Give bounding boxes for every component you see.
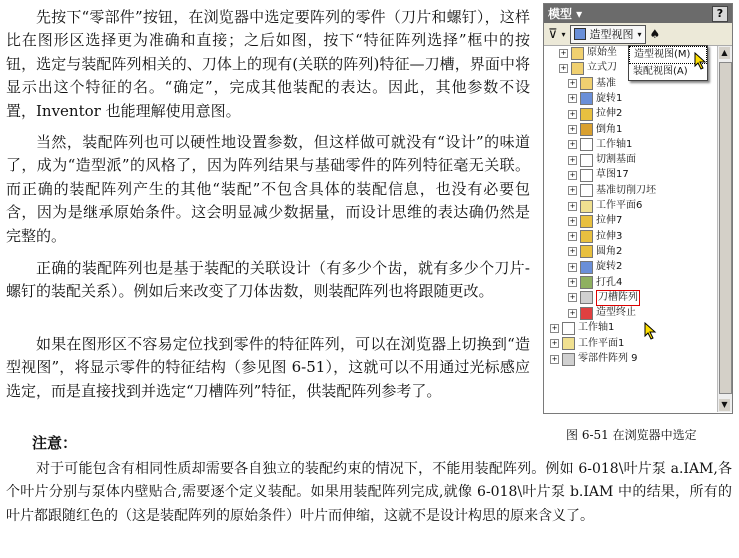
work-axis-icon xyxy=(580,138,593,151)
tree-node[interactable] xyxy=(568,214,622,228)
mouse-cursor-icon xyxy=(694,52,708,70)
help-button[interactable]: ? xyxy=(712,6,728,22)
tree-node-label: 刀槽阵列 xyxy=(596,290,640,306)
tree-node-label: 工作轴1 xyxy=(596,138,633,150)
tree-node[interactable] xyxy=(568,92,622,106)
browser-scrollbar[interactable] xyxy=(717,46,732,412)
expand-icon[interactable]: + xyxy=(569,140,576,149)
hole-icon xyxy=(580,276,593,289)
tree-node-label: 拉伸7 xyxy=(596,215,623,227)
expand-icon[interactable]: + xyxy=(569,216,576,225)
extrude-icon xyxy=(580,230,593,243)
sketch-icon xyxy=(580,154,593,167)
pattern-icon xyxy=(580,291,593,304)
note-label: 注意： xyxy=(32,434,78,452)
tree-node[interactable] xyxy=(568,77,616,91)
extrude-icon xyxy=(580,215,593,228)
paragraph-2: 当然，装配阵列也可以硬性地设置参数，但这样做可就没有“设计”的味道了，成为“造型派”的风格了，因为阵列结果与基础零件的阵列特征毫无关联。而正确的装配阵列产生的其他“装配”不包含具体的装配信息，也没有必要包含，因为是继承原始条件。这会明显减少数据量，而设计思维的表达确仍然是完整的。 xyxy=(6,133,530,245)
tree-node[interactable] xyxy=(568,260,622,274)
work-plane-icon xyxy=(580,200,593,213)
tree-node-label: 工作平面1 xyxy=(578,337,625,349)
view-icon xyxy=(574,28,586,40)
revolve-icon xyxy=(580,261,593,274)
expand-icon[interactable]: + xyxy=(569,170,576,179)
filter-dropdown-icon[interactable]: ▾ xyxy=(561,29,566,39)
tree-node[interactable] xyxy=(568,107,622,121)
tree-node-label: 原始坐 xyxy=(587,47,617,58)
scroll-down-icon[interactable]: ▼ xyxy=(719,399,730,411)
find-icon[interactable]: ♠ xyxy=(649,27,661,41)
expand-icon[interactable]: + xyxy=(551,354,558,363)
tree-node[interactable] xyxy=(568,245,622,259)
tree-node-label: 拉伸2 xyxy=(596,108,623,120)
tree-node-label: 基准切削刀坯 xyxy=(596,184,656,196)
tree-node-label: 基准 xyxy=(596,77,616,89)
expand-icon[interactable]: + xyxy=(569,186,576,195)
tree-node[interactable] xyxy=(550,321,614,335)
tree-node-label: 倒角1 xyxy=(596,123,623,135)
chamfer-icon xyxy=(580,123,593,136)
sketch-icon xyxy=(580,184,593,197)
tree-node-label: 旋转2 xyxy=(596,261,623,273)
mouse-cursor-icon xyxy=(644,322,658,340)
chevron-down-icon: ▾ xyxy=(637,29,642,39)
end-of-part-icon xyxy=(580,307,593,320)
tree-node[interactable] xyxy=(568,276,622,290)
menu-item-assembly-view[interactable]: 装配视图(A) xyxy=(633,66,688,77)
browser-title[interactable]: 模型 ▾ xyxy=(548,7,583,21)
tree-node-label: 立式刀 xyxy=(587,62,617,74)
view-dropdown-value: 造型视图 xyxy=(589,27,634,41)
tree-node-label: 工作平面6 xyxy=(596,200,643,211)
expand-icon[interactable]: + xyxy=(569,247,576,256)
paragraph-3: 正确的装配阵列也是基于装配的关联设计（有多少个齿，就有多少个刀片-螺钉的装配关系）。例如后来改变了刀体齿数，则装配阵列也将跟随更改。 xyxy=(6,259,530,301)
view-dropdown[interactable] xyxy=(570,25,646,44)
extrude-icon xyxy=(580,108,593,121)
tree-node-label: 拉伸3 xyxy=(596,230,623,242)
model-browser-panel xyxy=(543,3,733,414)
note-text: 对于可能包含有相同性质却需要各自独立的装配约束的情况下，不能用装配阵列。例如 6-018\叶片泵 a.IAM,各个叶片分别与泵体内壁贴合,需要逐个定义装配。如果用装配阵列完成,就像 6-018\叶片泵 b.IAM 中的结果，所有的叶片都跟随红色的（这是装配阵列的原始条件）叶片而伸缩，这就不是设计构思的原来含义了。 xyxy=(6,461,732,524)
tree-node-label: 切割基面 xyxy=(596,154,636,166)
component-pattern-icon xyxy=(562,353,575,366)
tree-node[interactable] xyxy=(559,61,617,75)
tree-node-label: 草图17 xyxy=(596,169,629,181)
sketch-icon xyxy=(580,169,593,182)
expand-icon[interactable]: + xyxy=(560,48,567,57)
tree-node-label: 圆角2 xyxy=(596,245,623,257)
paragraph-4: 如果在图形区不容易定位找到零件的特征阵列，可以在浏览器上切换到“造型视图”，将显示零件的特征结构（参见图 6-51），这就可以不用通过光标感应选定，而是直接找到并选定“刀槽阵列”特征，供装配阵列参考了。 xyxy=(6,335,530,400)
expand-icon[interactable]: + xyxy=(551,323,558,332)
tree-node-label: 零部件阵列 9 xyxy=(578,353,638,364)
work-axis-icon xyxy=(562,322,575,335)
tree-node[interactable] xyxy=(568,184,656,198)
filter-icon[interactable]: ⊽ xyxy=(548,26,558,42)
expand-icon[interactable]: + xyxy=(569,308,576,317)
tree-node[interactable] xyxy=(568,168,629,182)
tree-node-label: 打孔4 xyxy=(596,276,623,288)
expand-icon[interactable]: + xyxy=(569,94,576,103)
tree-node-label: 工作轴1 xyxy=(578,322,615,334)
tree-node[interactable] xyxy=(568,230,622,244)
expand-icon[interactable]: + xyxy=(569,125,576,133)
expand-icon[interactable]: + xyxy=(569,232,576,241)
expand-icon[interactable]: + xyxy=(569,109,576,118)
browser-toolbar xyxy=(544,23,732,46)
expand-icon[interactable]: + xyxy=(551,339,558,348)
expand-icon[interactable]: + xyxy=(569,262,576,271)
expand-icon[interactable]: + xyxy=(569,201,576,210)
tree-node[interactable] xyxy=(568,153,636,167)
fillet-icon xyxy=(580,245,593,258)
tree-node[interactable] xyxy=(568,123,622,137)
expand-icon[interactable]: + xyxy=(560,63,567,72)
expand-icon[interactable]: + xyxy=(569,278,576,286)
paragraph-1: 先按下“零部件”按钮，在浏览器中选定要阵列的零件（刀片和螺钉），这样比在图形区选择更为准确和直接；之后如图，按下“特征阵列选择”框中的按钮，选定与装配阵列相关的、刀体上的现有(关联的阵列)特征—刀槽，界面中将显示出这个特征的名。“确定”，完成其他装配的表达。因此，其他参数不设置，Inventor 也能理解使用意图。 xyxy=(6,8,530,120)
folder-icon xyxy=(571,47,584,60)
tree-node[interactable] xyxy=(568,138,632,152)
tree-node[interactable] xyxy=(559,46,617,60)
tree-node[interactable] xyxy=(550,337,624,351)
expand-icon[interactable]: + xyxy=(569,155,576,164)
tree-node-label: 造型终止 xyxy=(596,307,636,319)
folder-icon xyxy=(580,77,593,90)
expand-icon[interactable]: + xyxy=(569,293,576,302)
tree-node[interactable] xyxy=(568,291,640,305)
tree-node[interactable] xyxy=(568,199,642,213)
expand-icon[interactable]: + xyxy=(569,79,576,88)
scroll-thumb[interactable] xyxy=(719,62,732,394)
part-icon xyxy=(571,62,584,75)
work-plane-icon xyxy=(562,337,575,350)
tree-node[interactable] xyxy=(568,306,636,320)
revolve-icon xyxy=(580,92,593,105)
tree-node[interactable] xyxy=(550,352,638,366)
browser-header xyxy=(544,4,732,23)
figure-caption: 图 6-51 在浏览器中选定 xyxy=(566,428,697,442)
tree-node-label: 旋转1 xyxy=(596,92,623,104)
scroll-up-icon[interactable]: ▲ xyxy=(719,47,730,59)
menu-item-model-view[interactable]: 造型视图(M) xyxy=(629,46,707,64)
